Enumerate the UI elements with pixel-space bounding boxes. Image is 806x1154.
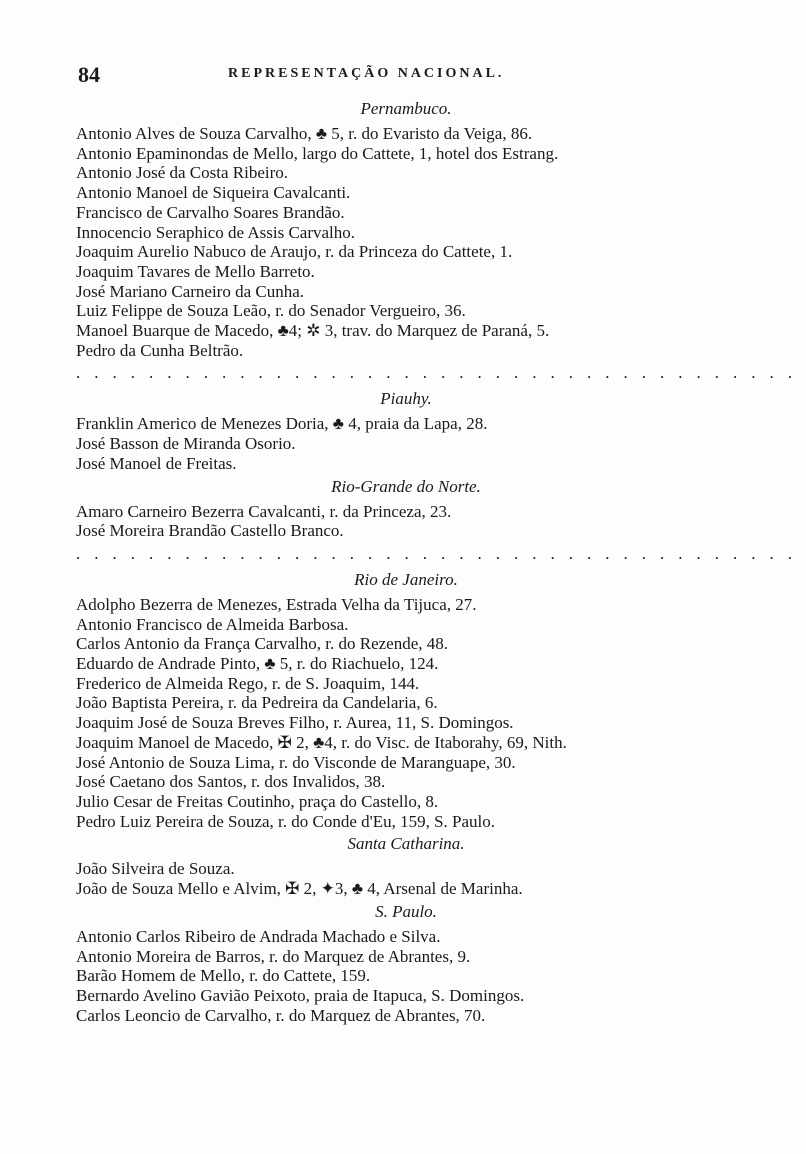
member-entry: Franklin Americo de Menezes Doria, ♣ 4, praia da Lapa, 28. [76,414,488,434]
section-title: Piauhy. [380,389,432,409]
member-entry: José Moreira Brandão Castello Branco. [76,521,344,541]
member-list [76,96,806,1025]
member-entry: Carlos Leoncio de Carvalho, r. do Marquez de Abrantes, 70. [76,1005,486,1025]
member-entry: Barão Homem de Mello, r. do Cattete, 159. [76,966,371,986]
dotted-separator: ........................................ [76,363,806,383]
section-title: Pernambuco. [360,99,452,118]
member-entry: João de Souza Mello e Alvim, ✠ 2, ✦3, ♣ 4, Arsenal de Marinha. [76,879,523,899]
member-entry: Antonio Manoel de Siqueira Cavalcanti. [76,183,351,203]
member-entry: Pedro da Cunha Beltrão. [76,340,244,360]
member-entry: Joaquim Aurelio Nabuco de Araujo, r. da Princeza do Cattete, 1. [76,242,513,262]
member-entry: José Mariano Carneiro da Cunha. [76,281,305,301]
member-entry: José Caetano dos Santos, r. dos Invalidos, 38. [76,772,386,792]
member-entry: João Baptista Pereira, r. da Pedreira da Candelaria, 6. [76,693,438,713]
member-entry: Innocencio Seraphico de Assis Carvalho. [76,222,356,242]
page-header [78,62,678,92]
member-entry: Pedro Luiz Pereira de Souza, r. do Conde d'Eu, 159, S. Paulo. [76,811,496,831]
section-title: Rio-Grande do Norte. [331,476,481,496]
member-entry: José Basson de Miranda Osorio. [76,434,296,454]
member-entry: Eduardo de Andrade Pinto, ♣ 5, r. do Riachuelo, 124. [76,654,439,674]
section-title: S. Paulo. [375,901,437,921]
member-entry: Francisco de Carvalho Soares Brandão. [76,202,345,222]
member-entry: Adolpho Bezerra de Menezes, Estrada Velha da Tijuca, 27. [76,594,477,614]
member-entry: Luiz Felippe de Souza Leão, r. do Senador Vergueiro, 36. [76,301,466,321]
member-entry: Antonio Francisco de Almeida Barbosa. [76,614,349,634]
member-entry: Joaquim Tavares de Mello Barreto. [76,261,315,281]
page-number: 84 [78,62,100,87]
member-entry: José Antonio de Souza Lima, r. do Visconde de Maranguape, 30. [76,752,516,772]
member-entry: Bernardo Avelino Gavião Peixoto, praia de Itapuca, S. Domingos. [76,985,525,1005]
member-entry: João Silveira de Souza. [76,859,235,879]
member-entry: Joaquim José de Souza Breves Filho, r. Aurea, 11, S. Domingos. [76,713,514,733]
member-entry: Antonio José da Costa Ribeiro. [76,163,289,183]
section-title: Rio de Janeiro. [354,569,458,589]
member-entry: José Manoel de Freitas. [76,453,237,473]
member-entry: Antonio Epaminondas de Mello, largo do Cattete, 1, hotel dos Estrang. [76,143,559,163]
member-entry: Carlos Antonio da França Carvalho, r. do Rezende, 48. [76,634,449,654]
member-entry: Frederico de Almeida Rego, r. de S. Joaquim, 144. [76,673,420,693]
member-entry: Antonio Carlos Ribeiro de Andrada Machado e Silva. [76,926,441,946]
member-entry: Manoel Buarque de Macedo, ♣4; ✲ 3, trav. do Marquez de Paraná, 5. [76,321,550,341]
dotted-separator: ........................................ [76,543,806,563]
member-entry: Antonio Alves de Souza Carvalho, ♣ 5, r. do Evaristo da Veiga, 86. [76,124,533,143]
member-entry: Joaquim Manoel de Macedo, ✠ 2, ♣4, r. do Visc. de Itaborahy, 69, Nith. [76,732,567,752]
member-entry: Amaro Carneiro Bezerra Cavalcanti, r. da Princeza, 23. [76,501,452,521]
section-title: Santa Catharina. [347,834,465,854]
running-head: REPRESENTAÇÃO NACIONAL. [228,66,505,81]
member-entry: Antonio Moreira de Barros, r. do Marquez de Abrantes, 9. [76,946,471,966]
member-entry: Julio Cesar de Freitas Coutinho, praça do Castello, 8. [76,791,439,811]
